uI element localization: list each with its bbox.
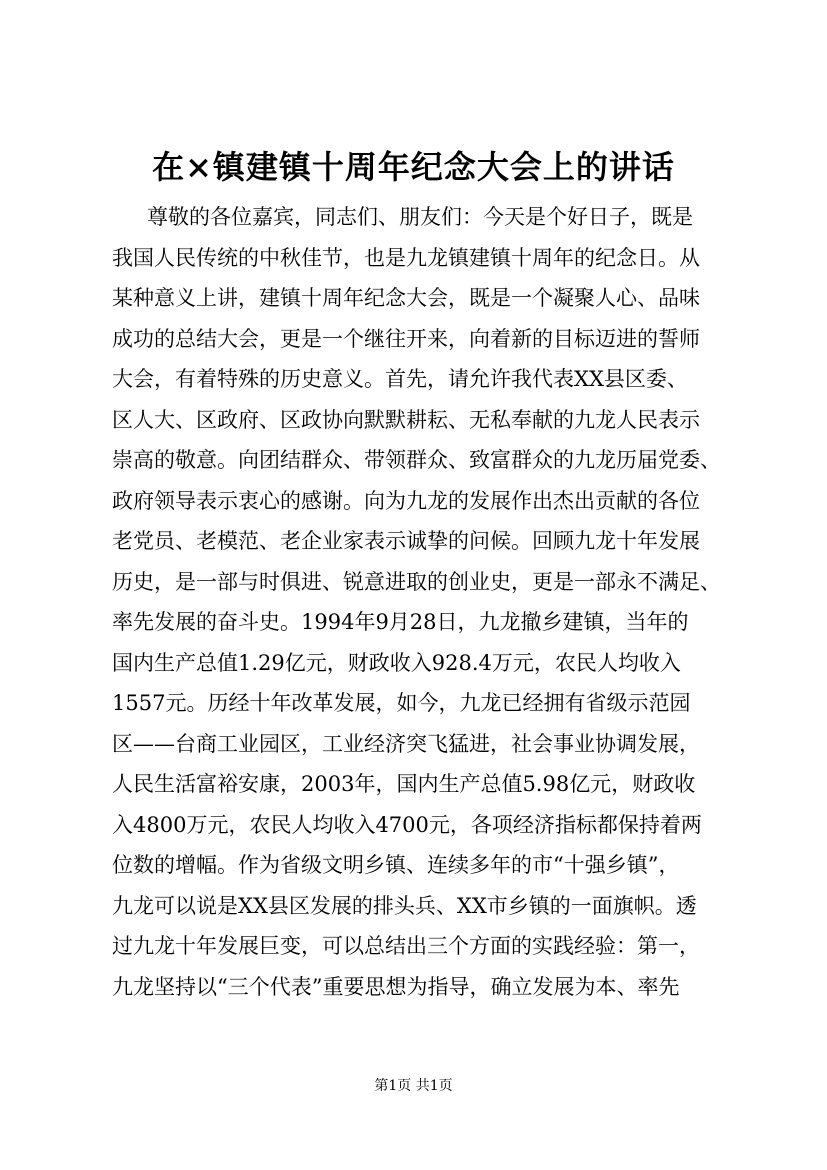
text-line: 崇高的敬意。向团结群众、带领群众、致富群众的九龙历届党委、 <box>112 448 721 472</box>
text-line: 某种意义上讲，建镇十周年纪念大会，既是一个凝聚人心、品味 <box>112 286 700 310</box>
page-footer: 第1页 共1页 <box>374 1078 453 1094</box>
text-line: 人民生活富裕安康，2003年，国内生产总值5.98亿元，财政收 <box>112 772 696 796</box>
text-line: 位数的增幅。作为省级文明乡镇、连续多年的市“十强乡镇”， <box>112 853 680 877</box>
text-line: 尊敬的各位嘉宾，同志们、朋友们：今天是个好日子，既是 <box>147 205 693 229</box>
body-text <box>112 197 722 1007</box>
text-line: 区人大、区政府、区政协向默默耕耘、无私奉献的九龙人民表示 <box>112 407 700 432</box>
text-line: 我国人民传统的中秋佳节，也是九龙镇建镇十周年的纪念日。从 <box>112 245 700 270</box>
text-line: 九龙坚持以“三个代表”重要思想为指导，确立发展为本、率先 <box>112 974 680 999</box>
text-line: 入4800万元，农民人均收入4700元，各项经济指标都保持着两 <box>112 812 702 837</box>
text-line: 过九龙十年发展巨变，可以总结出三个方面的实践经验：第一， <box>112 934 700 958</box>
text-line: 老党员、老模范、老企业家表示诚挚的问候。回顾九龙十年发展 <box>112 529 700 553</box>
text-line: 政府领导表示衷心的感谢。向为九龙的发展作出杰出贡献的各位 <box>112 488 700 513</box>
page-title: 在×镇建镇十周年纪念大会上的讲话 <box>152 148 675 186</box>
text-line: 国内生产总值1.29亿元，财政收入928.4万元，农民人均收入 <box>112 650 681 675</box>
text-line: 九龙可以说是XX县区发展的排头兵、XX市乡镇的一面旗帜。透 <box>112 893 697 918</box>
text-line: 率先发展的奋斗史。1994年9月28日，九龙撤乡建镇，当年的 <box>112 610 689 634</box>
text-line: 历史，是一部与时俱进、锐意进取的创业史，更是一部永不满足、 <box>112 569 721 594</box>
text-line: 1557元。历经十年改革发展，如今，九龙已经拥有省级示范园 <box>112 691 691 715</box>
text-line: 区——台商工业园区，工业经济突飞猛进，社会事业协调发展， <box>112 731 700 756</box>
text-line: 大会，有着特殊的历史意义。首先，请允许我代表XX县区委、 <box>112 367 688 391</box>
text-line: 成功的总结大会，更是一个继往开来，向着新的目标迈进的誓师 <box>112 326 700 351</box>
